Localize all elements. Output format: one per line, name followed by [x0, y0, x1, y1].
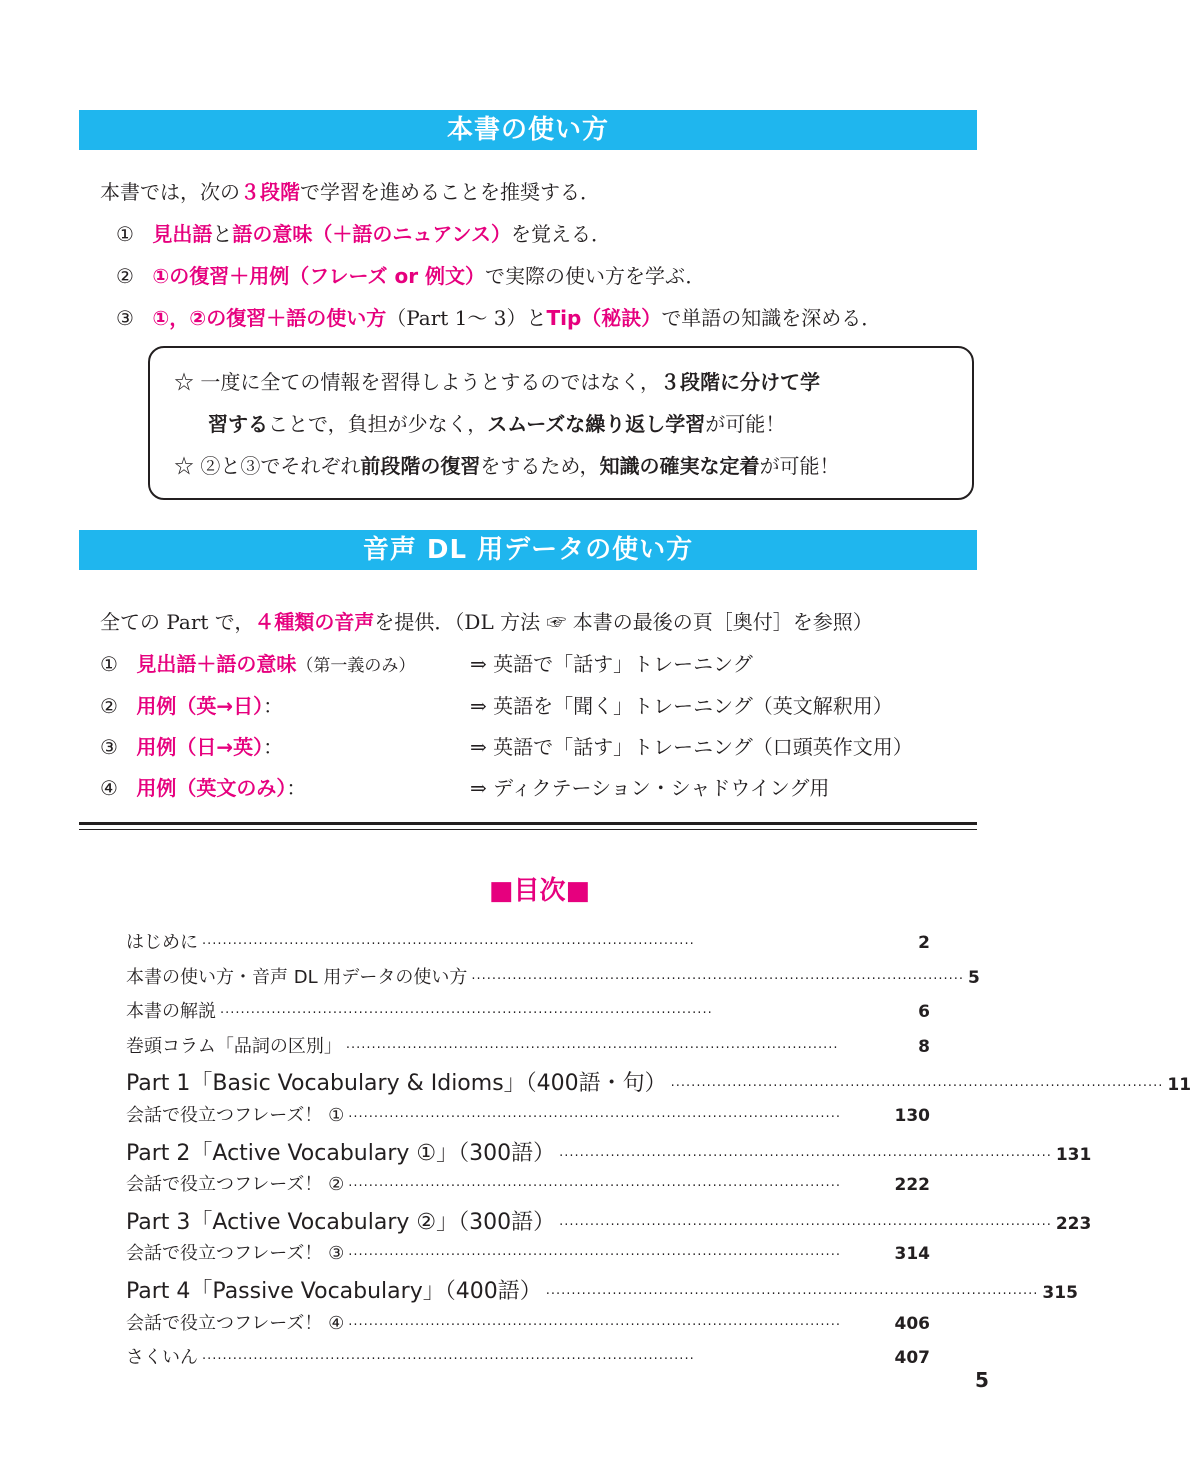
toc-leader: ································································································: [202, 937, 695, 952]
step-highlight: Tip（秘訣）: [546, 306, 662, 330]
audio-number: ③: [100, 735, 118, 759]
toc-label: 本書の解説: [126, 1001, 216, 1023]
toc-page: 314: [894, 1244, 930, 1265]
toc-label: Part 2「Active Vocabulary ①」（300語）: [126, 1140, 556, 1166]
tip-text: が可能！: [759, 454, 840, 478]
toc-page: 5: [968, 967, 980, 988]
audio-note: ：: [286, 776, 307, 800]
tip-bold: 習する: [208, 412, 268, 436]
step-1: [116, 218, 611, 247]
toc-page: 2: [918, 933, 930, 953]
toc-item[interactable]: [126, 1205, 1092, 1240]
audio-item-1: [100, 648, 415, 677]
audio-intro-text-end: を提供．（DL 方法 ☞ 本書の最後の頁［奥付］を参照）: [374, 610, 873, 634]
toc-leader: ································································································: [220, 1006, 713, 1022]
toc-list: [126, 928, 1191, 1378]
audio-number: ①: [100, 652, 118, 676]
audio-label: 見出語＋語の意味: [136, 652, 297, 676]
divider: [79, 829, 977, 830]
toc-leader: ································································································: [348, 1248, 841, 1264]
toc-label: 会話で役立つフレーズ！ ②: [126, 1174, 345, 1196]
toc-title: ■目次■: [488, 876, 591, 906]
intro-text: 本書では，次の: [100, 180, 240, 204]
toc-label: 会話で役立つフレーズ！ ④: [126, 1312, 345, 1334]
toc-page: 8: [918, 1036, 930, 1057]
tip-text: が可能！: [705, 412, 786, 436]
audio-label: 用例（英→日）: [136, 694, 264, 718]
toc-leader: ································································································: [545, 1286, 1039, 1302]
tips-box: [148, 346, 974, 500]
step-text: で単語の知識を深める．: [661, 306, 882, 330]
audio-note: ：: [263, 694, 284, 718]
step-number: ①: [116, 222, 134, 246]
star-icon: ☆: [174, 370, 194, 394]
toc-label: Part 4「Passive Vocabulary」（400語）: [126, 1278, 542, 1304]
audio-note: ：: [263, 735, 284, 759]
audio-number: ②: [100, 694, 118, 718]
audio-item-4-desc: ⇒ ディクテーション・シャドウイング用: [470, 776, 830, 800]
audio-item-3: [100, 731, 283, 760]
toc-item[interactable]: [126, 1101, 930, 1136]
step-text: で実際の使い方を学ぶ．: [485, 264, 706, 288]
audio-item-1-desc: ⇒ 英語で「話す」トレーニング: [470, 652, 753, 676]
toc-item[interactable]: [126, 1343, 930, 1378]
toc-page: 11: [1167, 1075, 1191, 1096]
tip-text: ことで，負担が少なく，: [268, 412, 488, 436]
step-3: [116, 302, 881, 331]
step-text: （Part 1～ 3）と: [386, 306, 547, 330]
page-number: 5: [975, 1368, 989, 1392]
toc-page: 6: [918, 1002, 930, 1023]
step-number: ②: [116, 264, 134, 288]
toc-leader: ································································································: [202, 1352, 695, 1368]
toc-label: はじめに: [126, 932, 198, 953]
toc-item[interactable]: [126, 928, 930, 963]
toc-leader: ································································································: [348, 1109, 841, 1125]
audio-item-3-desc: ⇒ 英語で「話す」トレーニング（口頭英作文用）: [470, 735, 913, 759]
step-number: ③: [116, 306, 134, 330]
usage-intro: [100, 176, 600, 205]
toc-item[interactable]: [126, 1309, 930, 1344]
toc-label: Part 3「Active Vocabulary ②」（300語）: [126, 1209, 556, 1235]
toc-page: 315: [1042, 1282, 1078, 1303]
audio-item-2: [100, 690, 283, 719]
step-highlight: ①，②の復習＋語の使い方: [152, 306, 387, 330]
toc-item[interactable]: [126, 1066, 1191, 1101]
toc-label: Part 1「Basic Vocabulary & Idioms」（400語・句）: [126, 1071, 667, 1097]
toc-label: 本書の使い方・音声 DL 用データの使い方: [126, 966, 468, 988]
toc-item[interactable]: [126, 1274, 1078, 1309]
audio-intro-highlight: ４種類の音声: [254, 610, 375, 634]
toc-page: 407: [894, 1348, 930, 1369]
audio-intro-text: 全ての Part で，: [100, 610, 255, 634]
tip-bold: 前段階の復習: [360, 454, 481, 478]
tip-text: をするため，: [480, 454, 600, 478]
tip-bold: 知識の確実な定着: [599, 454, 760, 478]
toc-item[interactable]: [126, 1239, 930, 1274]
audio-item-4: [100, 772, 306, 801]
tip-text: 一度に全ての情報を習得しようとするのではなく，: [200, 370, 660, 394]
usage-heading: 本書の使い方: [79, 110, 977, 150]
divider: [79, 822, 977, 825]
audio-item-2-desc: ⇒ 英語を「聞く」トレーニング（英文解釈用）: [470, 694, 893, 718]
toc-leader: ································································································: [348, 1179, 841, 1195]
toc-leader: ································································································: [559, 1217, 1052, 1233]
tip-line-3: [174, 450, 840, 479]
intro-text-end: で学習を進めることを推奨する．: [300, 180, 600, 204]
audio-label: 用例（日→英）: [136, 735, 264, 759]
intro-highlight: ３段階: [240, 180, 300, 204]
step-text: と: [212, 222, 233, 246]
toc-page: 223: [1055, 1213, 1092, 1234]
step-text: を覚える．: [510, 222, 611, 246]
toc-page: 406: [894, 1313, 930, 1334]
step-highlight: ①の復習＋用例（フレーズ or 例文）: [152, 264, 486, 288]
toc-leader: ································································································: [559, 1148, 1052, 1164]
tip-bold: ３段階に分けて学: [659, 370, 820, 394]
toc-item[interactable]: [126, 1136, 1092, 1171]
toc-page: 131: [1055, 1144, 1092, 1165]
toc-leader: ································································································: [670, 1079, 1164, 1095]
step-2: [116, 260, 705, 289]
toc-item[interactable]: [126, 1170, 930, 1205]
step-highlight: 語の意味（＋語のニュアンス）: [232, 222, 511, 246]
audio-label: 用例（英文のみ）: [136, 776, 287, 800]
tip-line-2: [208, 408, 785, 437]
tip-text: ②と③でそれぞれ: [200, 454, 361, 478]
toc-item[interactable]: [126, 1032, 930, 1067]
audio-heading: 音声 DL 用データの使い方: [79, 530, 977, 570]
tip-line-1: [174, 366, 820, 395]
step-highlight: 見出語: [152, 222, 213, 246]
toc-page: 130: [894, 1105, 930, 1126]
toc-label: 会話で役立つフレーズ！ ③: [126, 1243, 345, 1265]
toc-page: 222: [894, 1175, 930, 1196]
toc-leader: ································································································: [471, 971, 965, 987]
toc-item[interactable]: [126, 997, 930, 1032]
toc-label: さくいん: [126, 1347, 198, 1369]
audio-intro: [100, 606, 873, 635]
toc-leader: ································································································: [345, 1040, 839, 1056]
toc-item[interactable]: [126, 963, 980, 998]
toc-label: 会話で役立つフレーズ！ ①: [126, 1104, 345, 1126]
toc-label: 巻頭コラム「品詞の区別」: [126, 1035, 342, 1057]
toc-leader: ································································································: [348, 1317, 841, 1333]
star-icon: ☆: [174, 454, 194, 478]
audio-note: （第一義のみ）: [296, 656, 416, 676]
tip-bold: スムーズな繰り返し学習: [487, 412, 706, 436]
audio-number: ④: [100, 776, 118, 800]
